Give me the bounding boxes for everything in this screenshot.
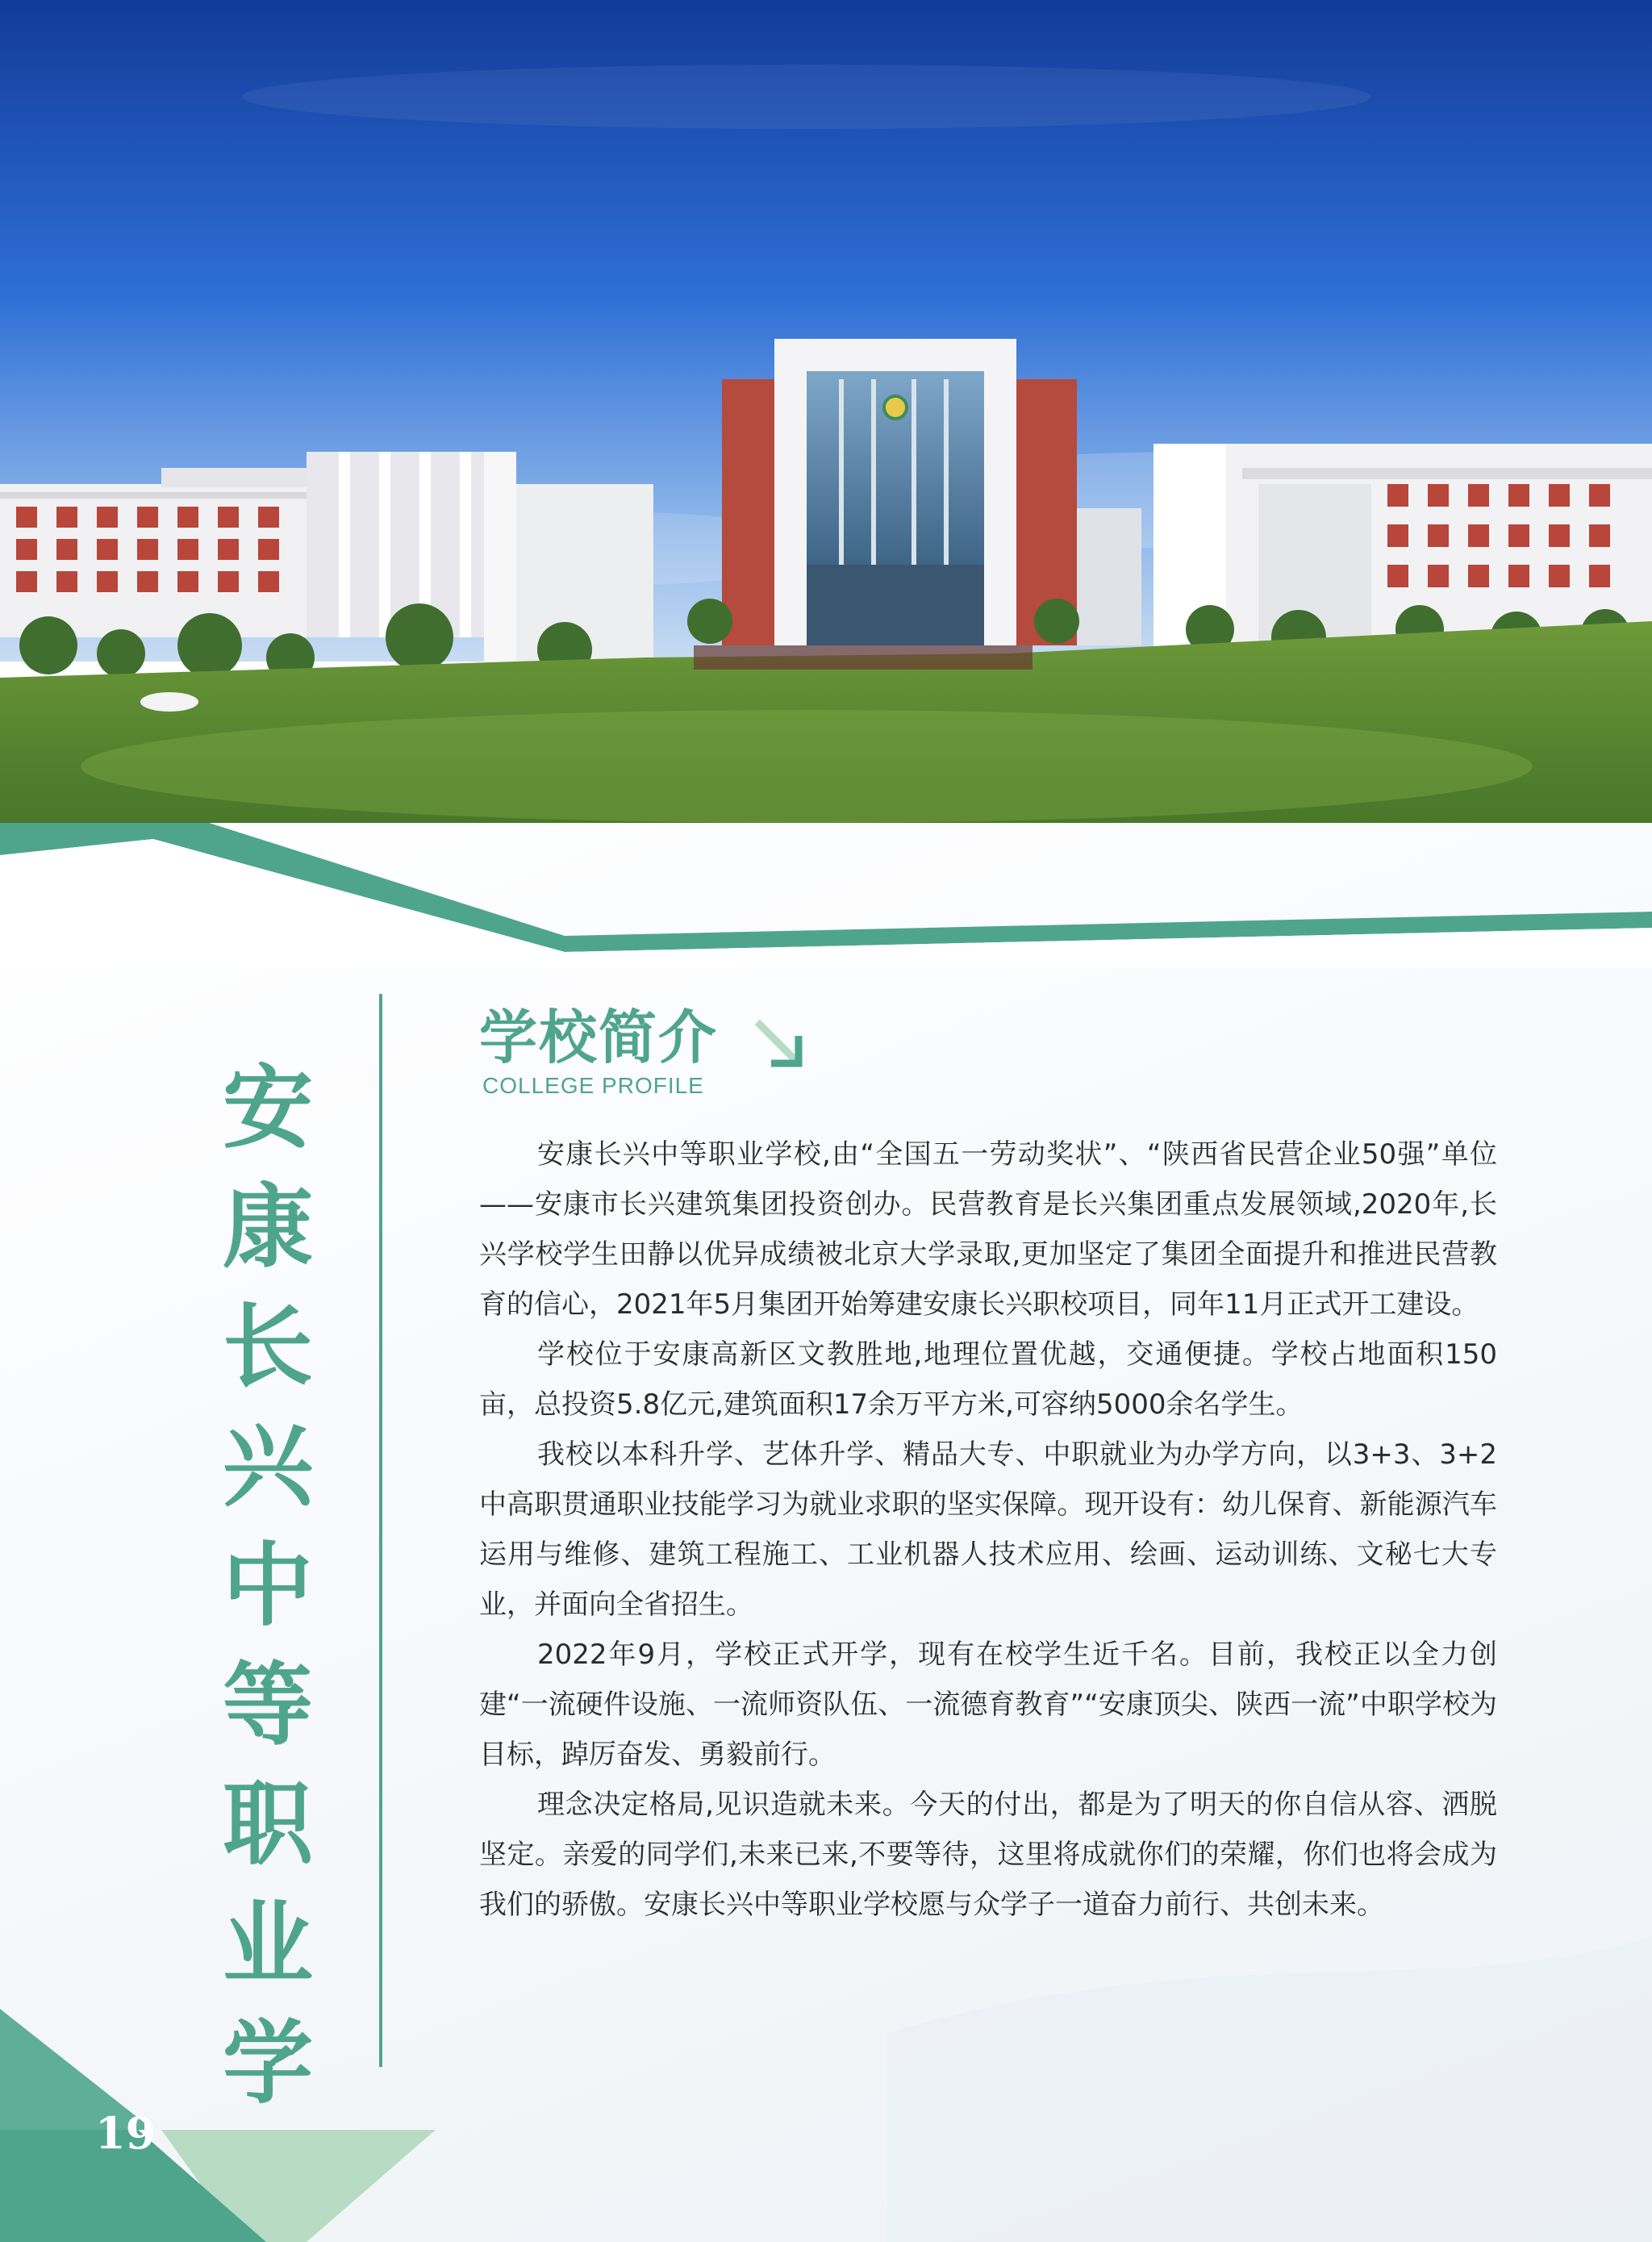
- school-name-char: 长: [223, 1294, 313, 1400]
- school-name-char: 中: [223, 1533, 313, 1639]
- vertical-divider: [379, 994, 382, 2067]
- paragraph: 学校位于安康高新区文教胜地,地理位置优越，交通便捷。学校占地面积150亩，总投资5.8亿元,建筑面积17余万平方米,可容纳5000余名学生。: [479, 1338, 1497, 1421]
- profile-text: [479, 1129, 1497, 1930]
- paragraph: 我校以本科升学、艺体升学、精品大专、中职就业为办学方向，以3+3、3+2中高职贯通职业技能学习为就业求职的坚实保障。现开设有：幼儿保育、新能源汽车运用与维修、建筑工程施工、工业机器人技术应用、绘画、运动训练、文秘七大专业，并面向全省招生。: [479, 1438, 1497, 1621]
- school-name-char: 安: [223, 1055, 313, 1161]
- paragraph: 理念决定格局,见识造就未来。今天的付出，都是为了明天的你自信从容、洒脱坚定。亲爱的同学们,未来已来,不要等待，这里将成就你们的荣耀，你们也将会成为我们的骄傲。安康长兴中等职业学校愿与众学子一道奋力前行、共创未来。: [479, 1789, 1497, 1921]
- paragraph: 安康长兴中等职业学校,由“全国五一劳动奖状”、“陕西省民营企业50强”单位——安康市长兴建筑集团投资创办。民营教育是长兴集团重点发展领域,2020年,长兴学校学生田静以优异成绩被北京大学录取,更加坚定了集团全面提升和推进民营教育的信心，2021年5月集团开始筹建安康长兴职校项目，同年11月正式开工建设。: [479, 1138, 1497, 1321]
- corner-decoration: [0, 1993, 452, 2242]
- arrow-down-right-icon: [753, 1018, 808, 1073]
- school-name-char: 兴: [223, 1413, 313, 1519]
- paragraph: 2022年9月，学校正式开学，现有在校学生近千名。目前，我校正以全力创建“一流硬件设施、一流师资队伍、一流德育教育”“安康顶尖、陕西一流”中职学校为目标，踔厉奋发、勇毅前行。: [479, 1639, 1497, 1771]
- section-title: 学校简介: [479, 1003, 719, 1071]
- campus-rendering: [0, 0, 1652, 936]
- school-name-char: 康: [223, 1175, 313, 1280]
- school-name-char: 业: [223, 1891, 313, 1997]
- section-subtitle: COLLEGE PROFILE: [482, 1073, 704, 1098]
- school-name-char: 等: [223, 1652, 313, 1758]
- school-name-char: 职: [223, 1772, 313, 1877]
- school-name-char: 学: [223, 2010, 313, 2116]
- page-number: 19: [95, 2107, 156, 2159]
